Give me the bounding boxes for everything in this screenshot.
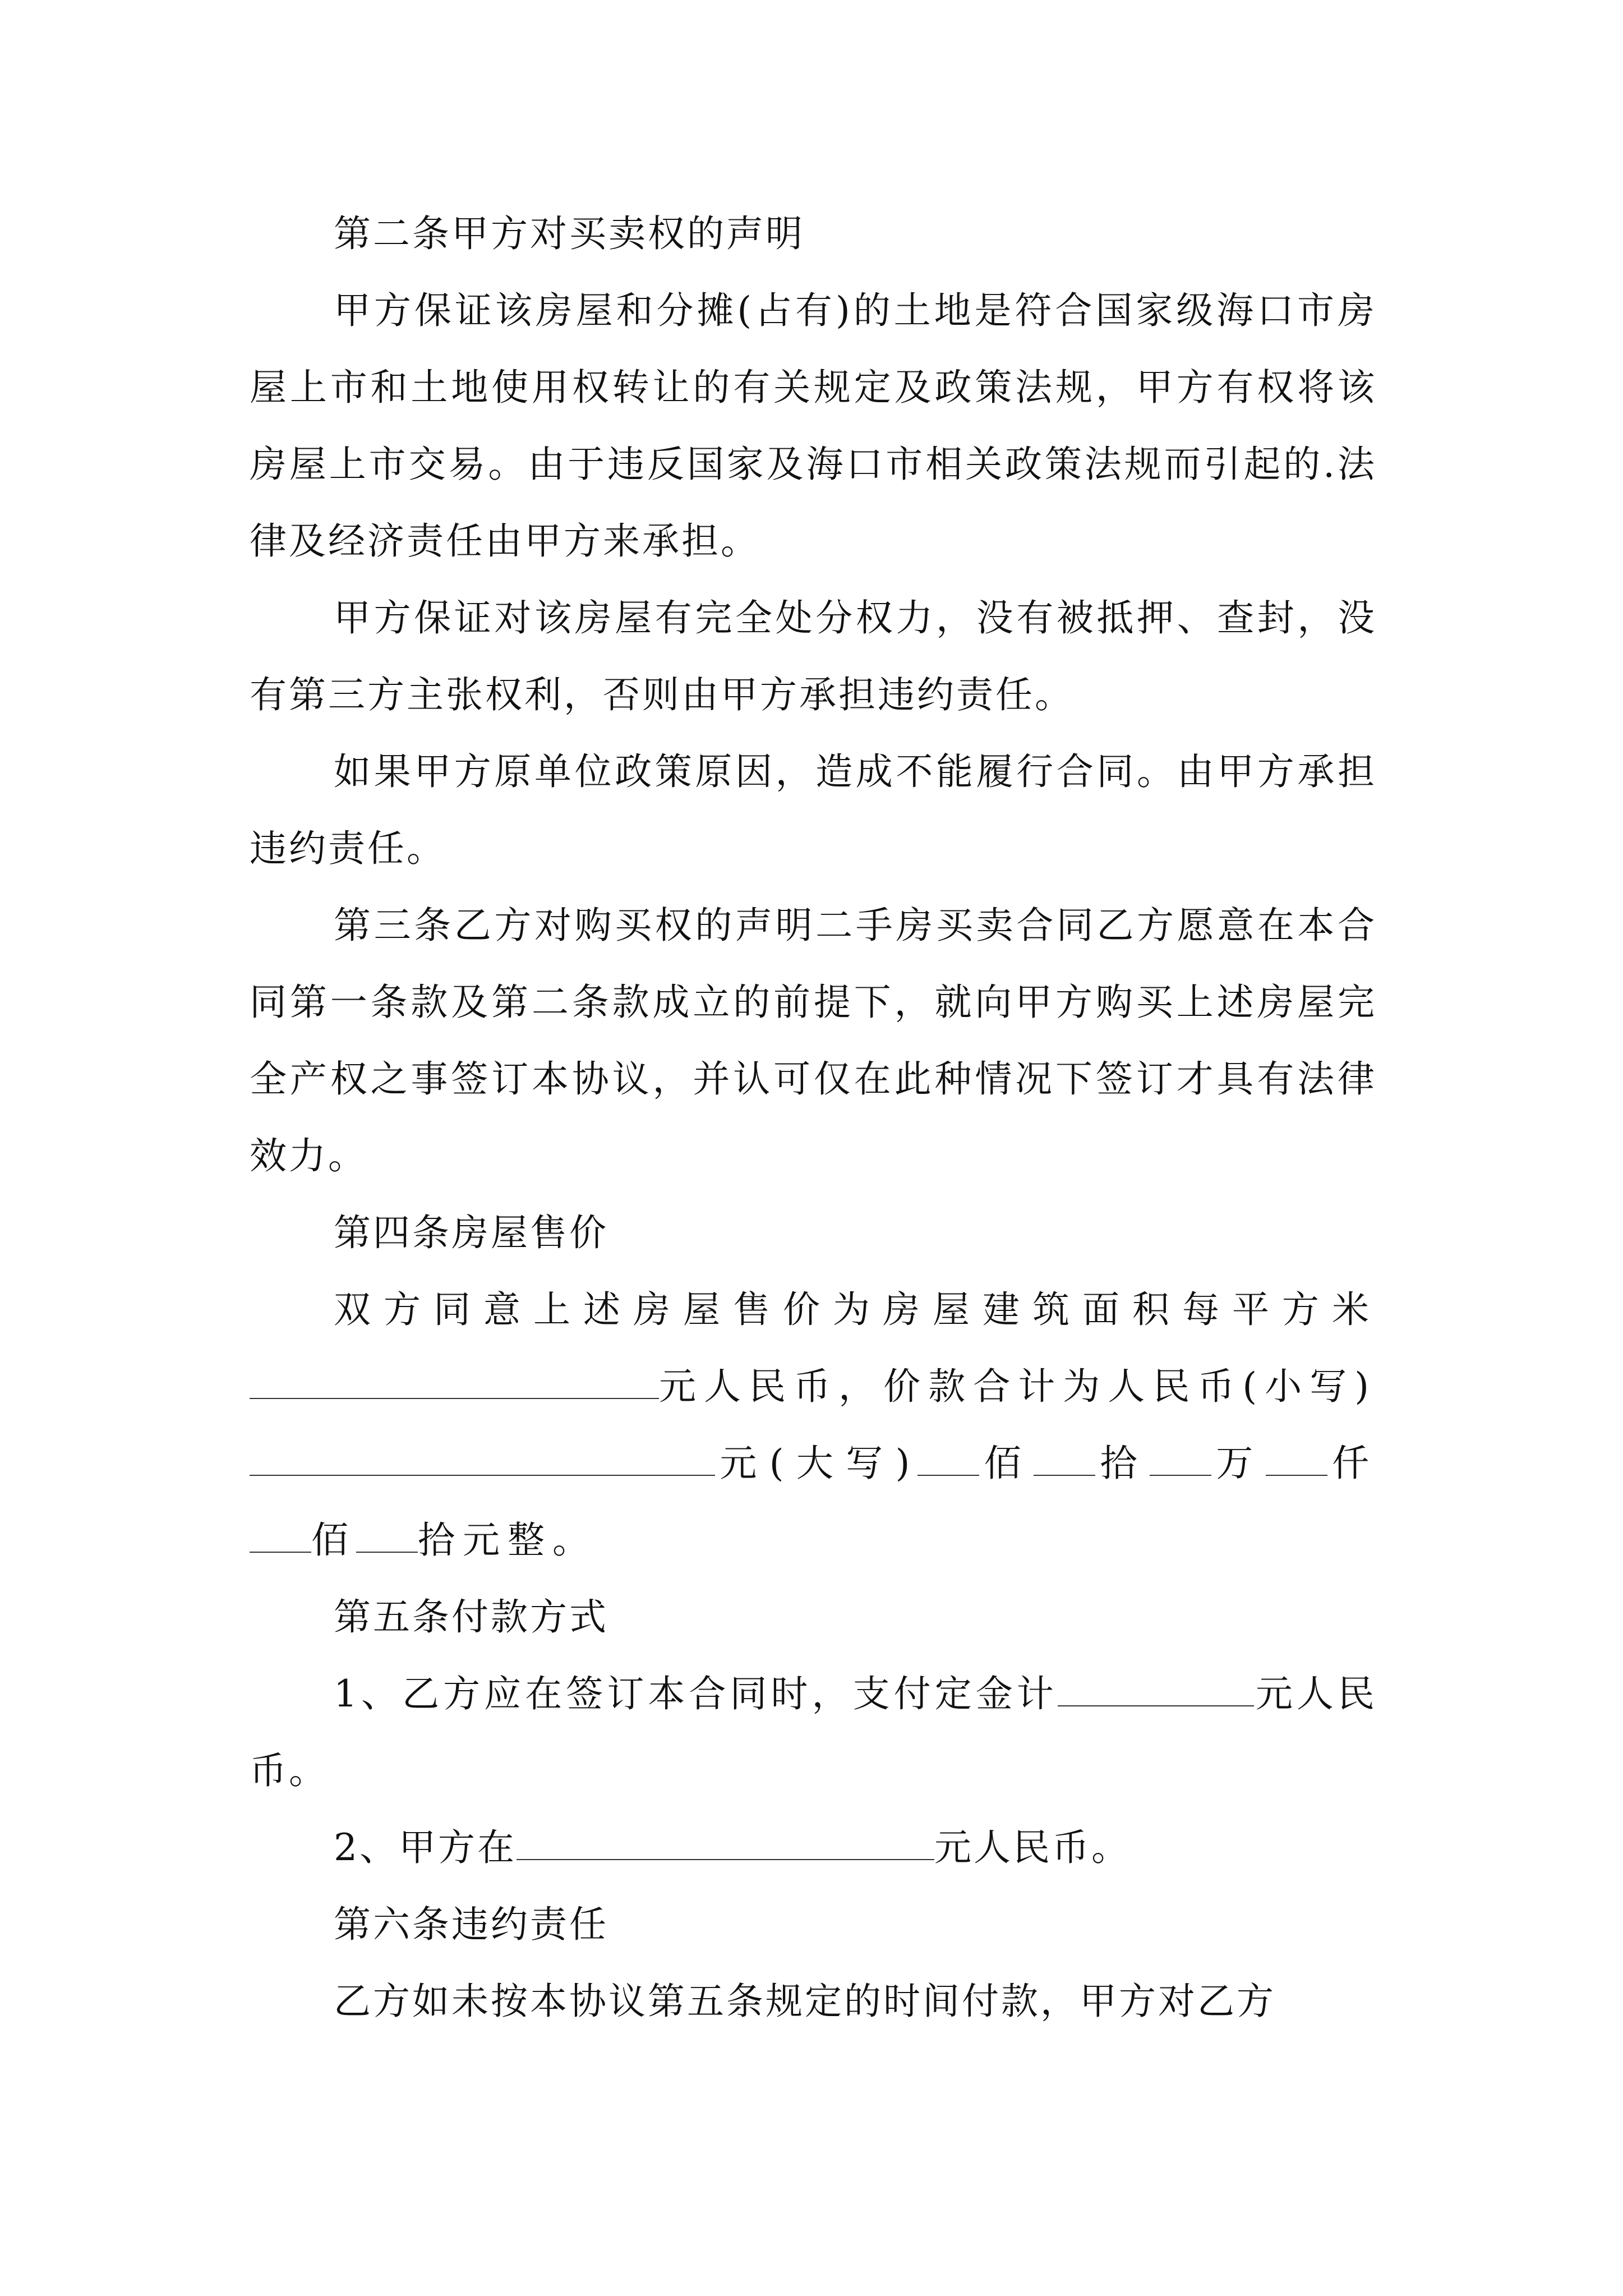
article-6-heading: 第六条违约责任 xyxy=(334,1903,608,1946)
ten-thousands-blank[interactable] xyxy=(1150,1440,1211,1476)
article-2-heading: 第二条甲方对买卖权的声明 xyxy=(334,212,805,255)
document-body xyxy=(250,195,1377,2040)
price-unit-bai-1: 佰 xyxy=(979,1442,1034,1485)
deposit-amount-blank[interactable] xyxy=(1058,1671,1254,1706)
deposit-text: 1、乙方应在签订本合同时，支付定金计 xyxy=(334,1672,1058,1715)
article-4-price-paragraph xyxy=(250,1271,1377,1579)
price-unit-wan: 万 xyxy=(1211,1442,1266,1485)
price-unit-shi-yuan: 拾元整。 xyxy=(418,1519,597,1562)
article-5-heading: 第五条付款方式 xyxy=(334,1595,608,1639)
article-6-paragraph: 乙方如未按本协议第五条规定的时间付款，甲方对乙方 xyxy=(334,1980,1276,2023)
total-price-lowercase-blank[interactable] xyxy=(250,1440,715,1476)
price-text-3: 元(大写) xyxy=(715,1442,918,1485)
payment-2-text: 2、甲方在 xyxy=(334,1826,517,1869)
article-4-heading: 第四条房屋售价 xyxy=(334,1211,608,1254)
hundreds-blank-1[interactable] xyxy=(917,1440,979,1476)
payment-item-2 xyxy=(250,1809,1377,1886)
deposit-currency: 元人民币。 xyxy=(250,1672,1377,1792)
tens-blank-2[interactable] xyxy=(356,1517,418,1553)
price-text-2: 元人民币，价款合计为人民币(小写) xyxy=(659,1365,1377,1408)
article-2-paragraph-1: 甲方保证该房屋和分摊(占有)的土地是符合国家级海口市房屋上市和土地使用权转让的有关规定及政策法规，甲方有权将该房屋上市交易。由于违反国家及海口市相关政策法规而引起的.法律及经济责任由甲方来承担。 xyxy=(250,289,1377,563)
price-unit-shi-1: 拾 xyxy=(1095,1442,1150,1485)
price-unit-bai-2: 佰 xyxy=(311,1519,356,1562)
article-2-paragraph-3: 如果甲方原单位政策原因，造成不能履行合同。由甲方承担违约责任。 xyxy=(250,750,1377,870)
tens-blank-1[interactable] xyxy=(1034,1440,1095,1476)
price-text-1: 双方同意上述房屋售价为房屋建筑面积每平方米 xyxy=(334,1288,1377,1331)
price-unit-qian: 仟 xyxy=(1327,1442,1377,1485)
payment-2-blank[interactable] xyxy=(517,1824,934,1860)
unit-price-blank[interactable] xyxy=(250,1363,659,1399)
payment-2-currency: 元人民币。 xyxy=(934,1826,1131,1869)
article-3-paragraph: 第三条乙方对购买权的声明二手房买卖合同乙方愿意在本合同第一条款及第二条款成立的前提下，就向甲方购买上述房屋完全产权之事签订本协议，并认可仅在此种情况下签订才具有法律效力。 xyxy=(250,904,1377,1177)
thousands-blank[interactable] xyxy=(1266,1440,1327,1476)
hundreds-blank-2[interactable] xyxy=(250,1517,311,1553)
article-2-paragraph-2: 甲方保证对该房屋有完全处分权力，没有被抵押、查封，没有第三方主张权利，否则由甲方承担违约责任。 xyxy=(250,596,1377,716)
payment-item-1 xyxy=(250,1655,1377,1809)
